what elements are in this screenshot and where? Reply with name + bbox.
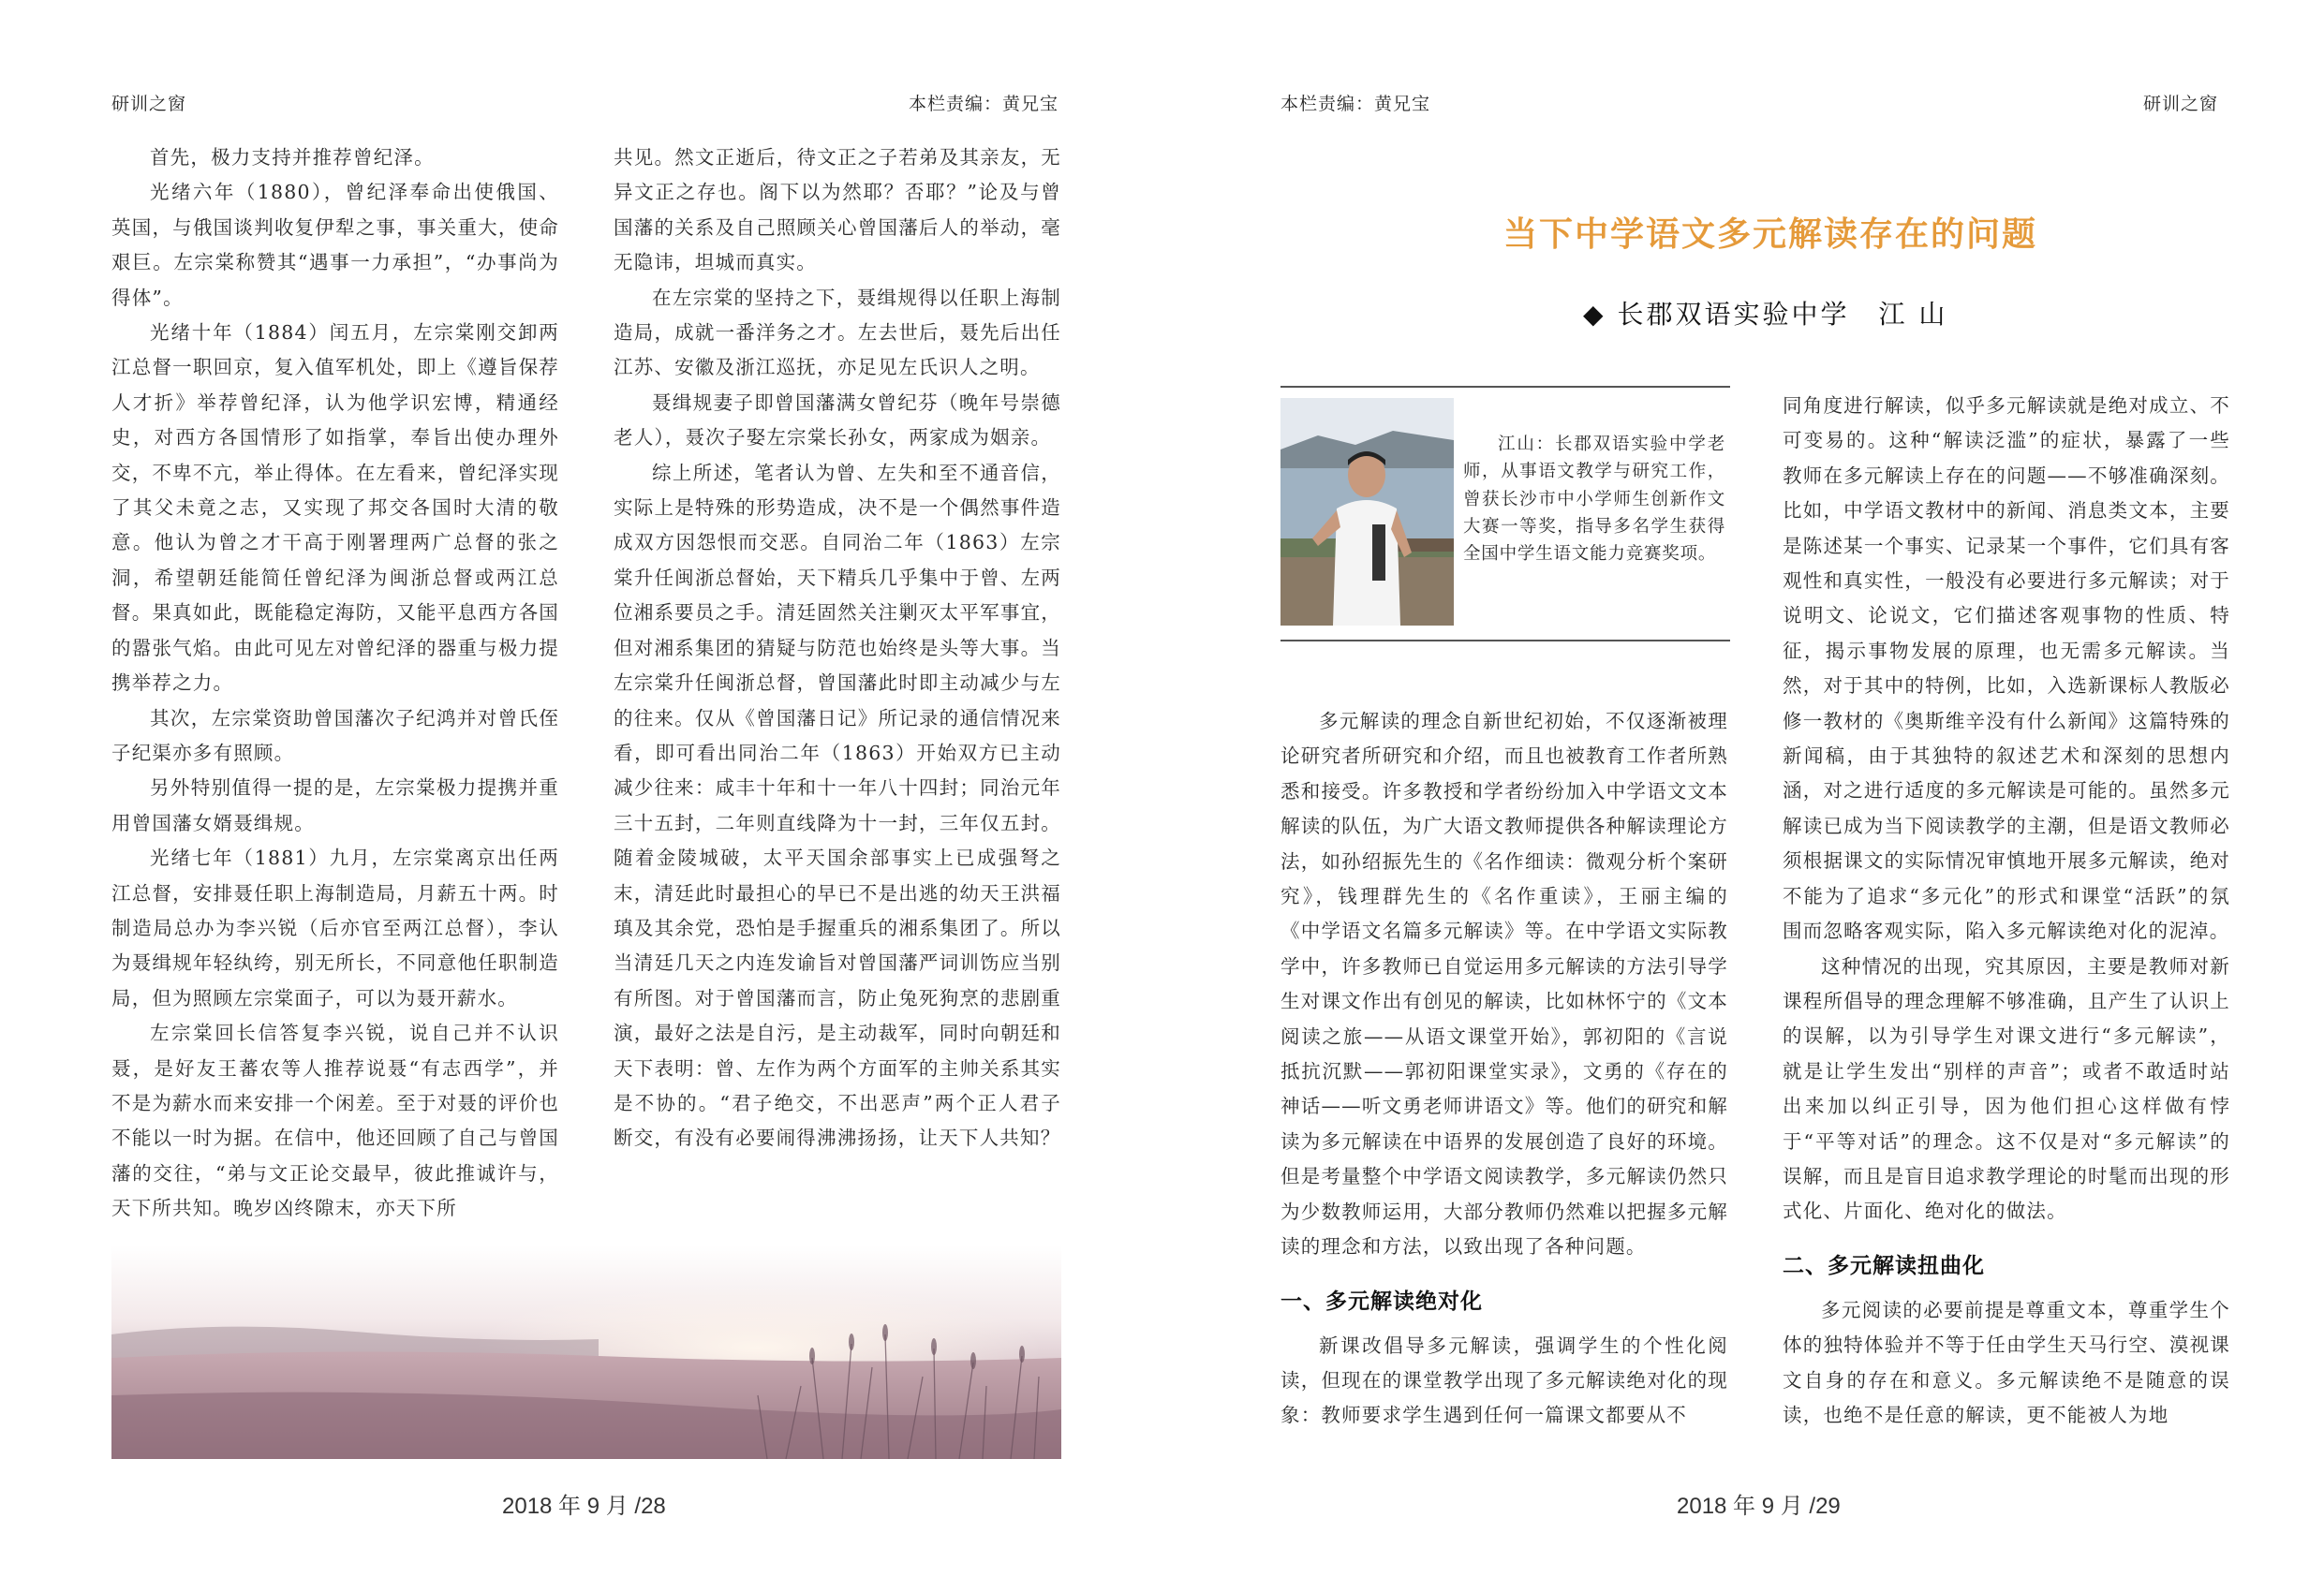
paragraph: 多元解读的理念自新世纪初始，不仅逐渐被理论研究者所研究和介绍，而且也被教育工作者所熟悉和接受。许多教授和学者纷纷加入中学语文文本解读的队伍，为广大语文教师提供各种解读理论方法，如孙绍振先生的《名作细读：微观分析个案研究》，钱理群先生的《名作重读》，王丽主编的《中学语文名篇多元解读》等。在中学语文实际教学中，许多教师已自觉运用多元解读的方法引导学生对课文作出有创见的解读，比如林怀宁的《文本阅读之旅——从语文课堂开始》，郭初阳的《言说抵抗沉默——郭初阳课堂实录》，文勇的《存在的神话——听文勇老师讲语文》等。他们的研究和解读为多元解读在中语界的发展创造了良好的环境。但是考量整个中学语文阅读教学，多元解读仍然只为少数教师运用，大部分教师仍然难以把握多元解读的理念和方法，以致出现了各种问题。: [1280, 710, 1728, 1259]
left-page-column-2: [614, 140, 1061, 1157]
landscape-banner-image: [111, 1245, 1061, 1459]
right-page-column-2: [1783, 389, 2230, 1433]
author-bio: 江山：长郡双语实验中学老师，从事语文教学与研究工作，曾获长沙市中小学师生创新作文大赛一等奖，指导多名学生获得全国中学生语文能力竞赛奖项。: [1463, 435, 1725, 565]
paragraph: 新课改倡导多元解读，强调学生的个性化阅读，但现在的课堂教学出现了多元解读绝对化的现象：教师要求学生遇到任何一篇课文都要从不: [1280, 1334, 1728, 1427]
paragraph: 同角度进行解读，似乎多元解读就是绝对成立、不可变易的。这种“解读泛滥”的症状，暴露了一些教师在多元解读上存在的问题——不够准确深刻。比如，中学语文教材中的新闻、消息类文本，主要是陈述某一个事实、记录某一个事件，它们具有客观性和真实性，一般没有必要进行多元解读；对于说明文、论说文，它们描述客观事物的性质、特征，揭示事物发展的原理，也无需多元解读。当然，对于其中的特例，比如，入选新课标人教版必修一教材的《奥斯维辛没有什么新闻》这篇特殊的新闻稿，由于其独特的叙述艺术和深刻的思想内涵，对之进行适度的多元解读是可能的。虽然多元解读已成为当下阅读教学的主潮，但是语文教师必须根据课文的实际情况审慎地开展多元解读，绝对不能为了追求“多元化”的形式和课堂“活跃”的氛围而忽略客观实际，陷入多元解读绝对化的泥淖。: [1783, 394, 2230, 943]
section-heading-2: 二、多元解读扭曲化: [1783, 1252, 1985, 1277]
left-section-name: 研训之窗: [111, 95, 187, 114]
paragraph: 其次，左宗棠资助曾国藩次子纪鸿并对曾氏侄子纪渠亦多有照顾。: [111, 706, 559, 764]
paragraph: 光绪十年（1884）闰五月，左宗棠刚交卸两江总督一职回京，复入值军机处，即上《遵旨保荐人才折》举荐曾纪泽，认为他学识宏博，精通经史，对西方各国情形了如指掌，奉旨出使办理外交，不卑不亢，举止得体。在左看来，曾纪泽实现了其父未竟之志，又实现了邦交各国时大清的敬意。他认为曾之才干高于刚署理两广总督的张之洞，希望朝廷能简任曾纪泽为闽浙总督或两江总督。果真如此，既能稳定海防，又能平息西方各国的嚣张气焰。由此可见左对曾纪泽的器重与极力提携举荐之力。: [111, 321, 559, 695]
left-page-column-1: [111, 140, 559, 1227]
article-title: 当下中学语文多元解读存在的问题: [1503, 214, 2038, 254]
bio-bottom-rule: [1280, 640, 1730, 641]
right-editor-credit: 本栏责编：黄兄宝: [1280, 95, 1431, 114]
paragraph: 另外特别值得一提的是，左宗棠极力提携并重用曾国藩女婿聂缉规。: [111, 776, 559, 834]
paragraph: 多元阅读的必要前提是尊重文本，尊重学生个体的独特体验并不等于任由学生天马行空、漠视课文自身的存在和意义。多元解读绝不是随意的误读，也绝不是任意的解读，更不能被人为地: [1783, 1298, 2230, 1426]
paragraph: 光绪六年（1880），曾纪泽奉命出使俄国、英国，与俄国谈判收复伊犁之事，事关重大，使命艰巨。左宗棠称赞其“遇事一力承担”，“办事尚为得体”。: [111, 181, 559, 309]
left-page-number: 2018 年 9 月 /28: [502, 1494, 666, 1519]
paragraph: 首先，极力支持并推荐曾纪泽。: [150, 146, 435, 169]
diamond-bullet-icon: ◆: [1583, 299, 1606, 330]
bio-top-rule: [1280, 386, 1730, 388]
right-page-column-1: [1280, 704, 1728, 1434]
paragraph: 共见。然文正逝后，待文正之子若弟及其亲友，无异文正之存也。阁下以为然耶？否耶？”论及与曾国藩的关系及自己照顾关心曾国藩后人的举动，毫无隐讳，坦城而真实。: [614, 146, 1061, 274]
paragraph: 综上所述，笔者认为曾、左失和至不通音信，实际上是特殊的形势造成，决不是一个偶然事件造成双方因怨恨而交恶。自同治二年（1863）左宗棠升任闽浙总督始，天下精兵几乎集中于曾、左两位湘系要员之手。清廷固然关注剿灭太平军事宜，但对湘系集团的猜疑与防范也始终是头等大事。当左宗棠升任闽浙总督，曾国藩此时即主动减少与左的往来。仅从《曾国藩日记》所记录的通信情况来看，即可看出同治二年（1863）开始双方已主动减少往来：咸丰十年和十一年八十四封；同治元年三十五封，二年则直线降为十一封，三年仅五封。随着金陵城破，太平天国余部事实上已成强弩之末，清廷此时最担心的早已不是出逃的幼天王洪福瑱及其余党，恐怕是手握重兵的湘系集团了。所以当清廷几天之内连发谕旨对曾国藩严词训饬应当别有所图。对于曾国藩而言，防止兔死狗烹的悲剧重演，最好之法是自污，是主动裁军，同时向朝廷和天下表明：曾、左作为两个方面军的主帅关系其实是不协的。“君子绝交，不出恶声”两个正人君子断交，有没有必要闹得沸沸扬扬，让天下人共知？: [614, 461, 1061, 1150]
paragraph: 在左宗棠的坚持之下，聂缉规得以任职上海制造局，成就一番洋务之才。左去世后，聂先后出任江苏、安徽及浙江巡抚，亦足见左氏识人之明。: [614, 286, 1061, 379]
paragraph: 这种情况的出现，究其原因，主要是教师对新课程所倡导的理念理解不够准确，且产生了认识上的误解，以为引导学生对课文进行“多元解读”，就是让学生发出“别样的声音”；或者不敢适时站出来加以纠正引导，因为他们担心这样做有悖于“平等对话”的理念。这不仅是对“多元解读”的误解，而且是盲目追求教学理论的时髦而出现的形式化、片面化、绝对化的做法。: [1783, 954, 2230, 1223]
author-photo: [1280, 398, 1454, 626]
paragraph: 聂缉规妻子即曾国藩满女曾纪芬（晚年号崇德老人），聂次子娶左宗棠长孙女，两家成为姻亲。: [614, 391, 1061, 450]
byline-text: 长郡双语实验中学 江 山: [1617, 299, 1948, 330]
right-page-number: 2018 年 9 月 /29: [1677, 1494, 1841, 1519]
right-section-name: 研训之窗: [2143, 95, 2219, 114]
paragraph: 光绪七年（1881）九月，左宗棠离京出任两江总督，安排聂任职上海制造局，月薪五十两。时制造局总办为李兴锐（后亦官至两江总督），李认为聂缉规年轻纨绔，别无所长，不同意他任职制造局，但为照顾左宗棠面子，可以为聂开薪水。: [111, 847, 559, 1010]
section-heading-1: 一、多元解读绝对化: [1280, 1288, 1483, 1313]
left-editor-credit: 本栏责编：黄兄宝: [909, 95, 1059, 114]
paragraph: 左宗棠回长信答复李兴锐，说自己并不认识聂，是好友王蕃农等人推荐说聂“有志西学”，并不是为薪水而来安排一个闲差。至于对聂的评价也不能以一时为据。在信中，他还回顾了自己与曾国藩的交往，“弟与文正论交最早，彼此推诚许与，天下所共知。晚岁凶终隙末，亦天下所: [111, 1022, 559, 1220]
article-byline: [1583, 294, 1947, 332]
